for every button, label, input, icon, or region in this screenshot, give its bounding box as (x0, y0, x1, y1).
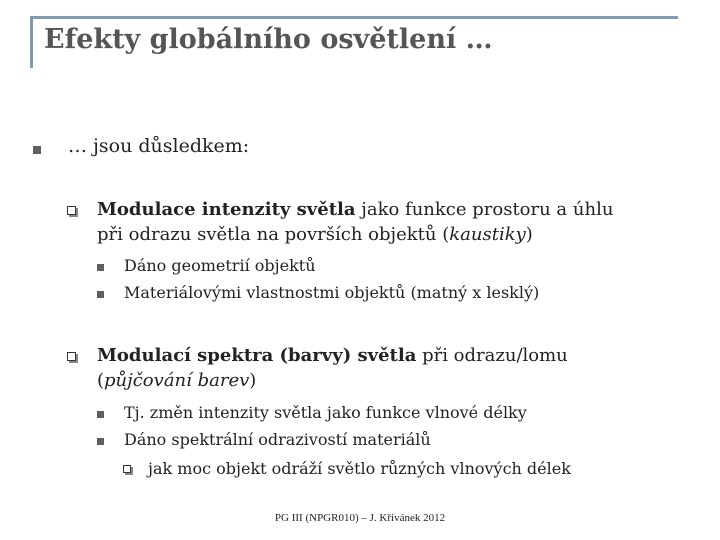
bullet-square-icon (97, 411, 104, 418)
slide-title: Efekty globálního osvětlení … (44, 24, 493, 55)
bullet-square-icon (97, 291, 104, 298)
point-2-line2-pre: ( (97, 370, 105, 391)
point-2 (97, 343, 697, 393)
bullet-hollow-square-icon (67, 352, 76, 361)
slide-footer: PG III (NPGR010) – J. Křivánek 2012 (274, 512, 446, 524)
slide-frame-top (30, 16, 678, 19)
bullet-square-icon (97, 438, 104, 445)
point-2-rest: při odrazu/lomu (416, 345, 568, 366)
point-1-line2-post: ) (525, 224, 533, 245)
bullet-square-icon (33, 146, 41, 154)
point-2-bold: Modulací spektra (barvy) světla (97, 345, 417, 366)
bullet-hollow-square-icon (67, 206, 76, 215)
intro-text: … jsou důsledkem: (68, 135, 250, 157)
point-2-sub-1: Tj. změn intenzity světla jako funkce vlnové délky (124, 403, 527, 422)
point-1 (97, 197, 697, 247)
point-2-subsub: jak moc objekt odráží světlo různých vlnových délek (148, 459, 571, 478)
point-1-italic: kaustiky (449, 224, 526, 245)
point-2-sub-2: Dáno spektrální odrazivostí materiálů (124, 430, 431, 449)
point-1-bold: Modulace intenzity světla (97, 199, 356, 220)
bullet-hollow-square-icon (123, 465, 131, 473)
point-2-italic: půjčování barev (104, 370, 250, 391)
slide-frame-left (30, 16, 33, 68)
point-1-line2-pre: při odrazu světla na površích objektů ( (97, 224, 450, 245)
bullet-square-icon (97, 264, 104, 271)
point-2-line2-post: ) (249, 370, 257, 391)
point-1-sub-2: Materiálovými vlastnostmi objektů (matný x lesklý) (124, 283, 540, 302)
point-1-rest: jako funkce prostoru a úhlu (355, 199, 614, 220)
point-1-sub-1: Dáno geometrií objektů (124, 256, 316, 275)
